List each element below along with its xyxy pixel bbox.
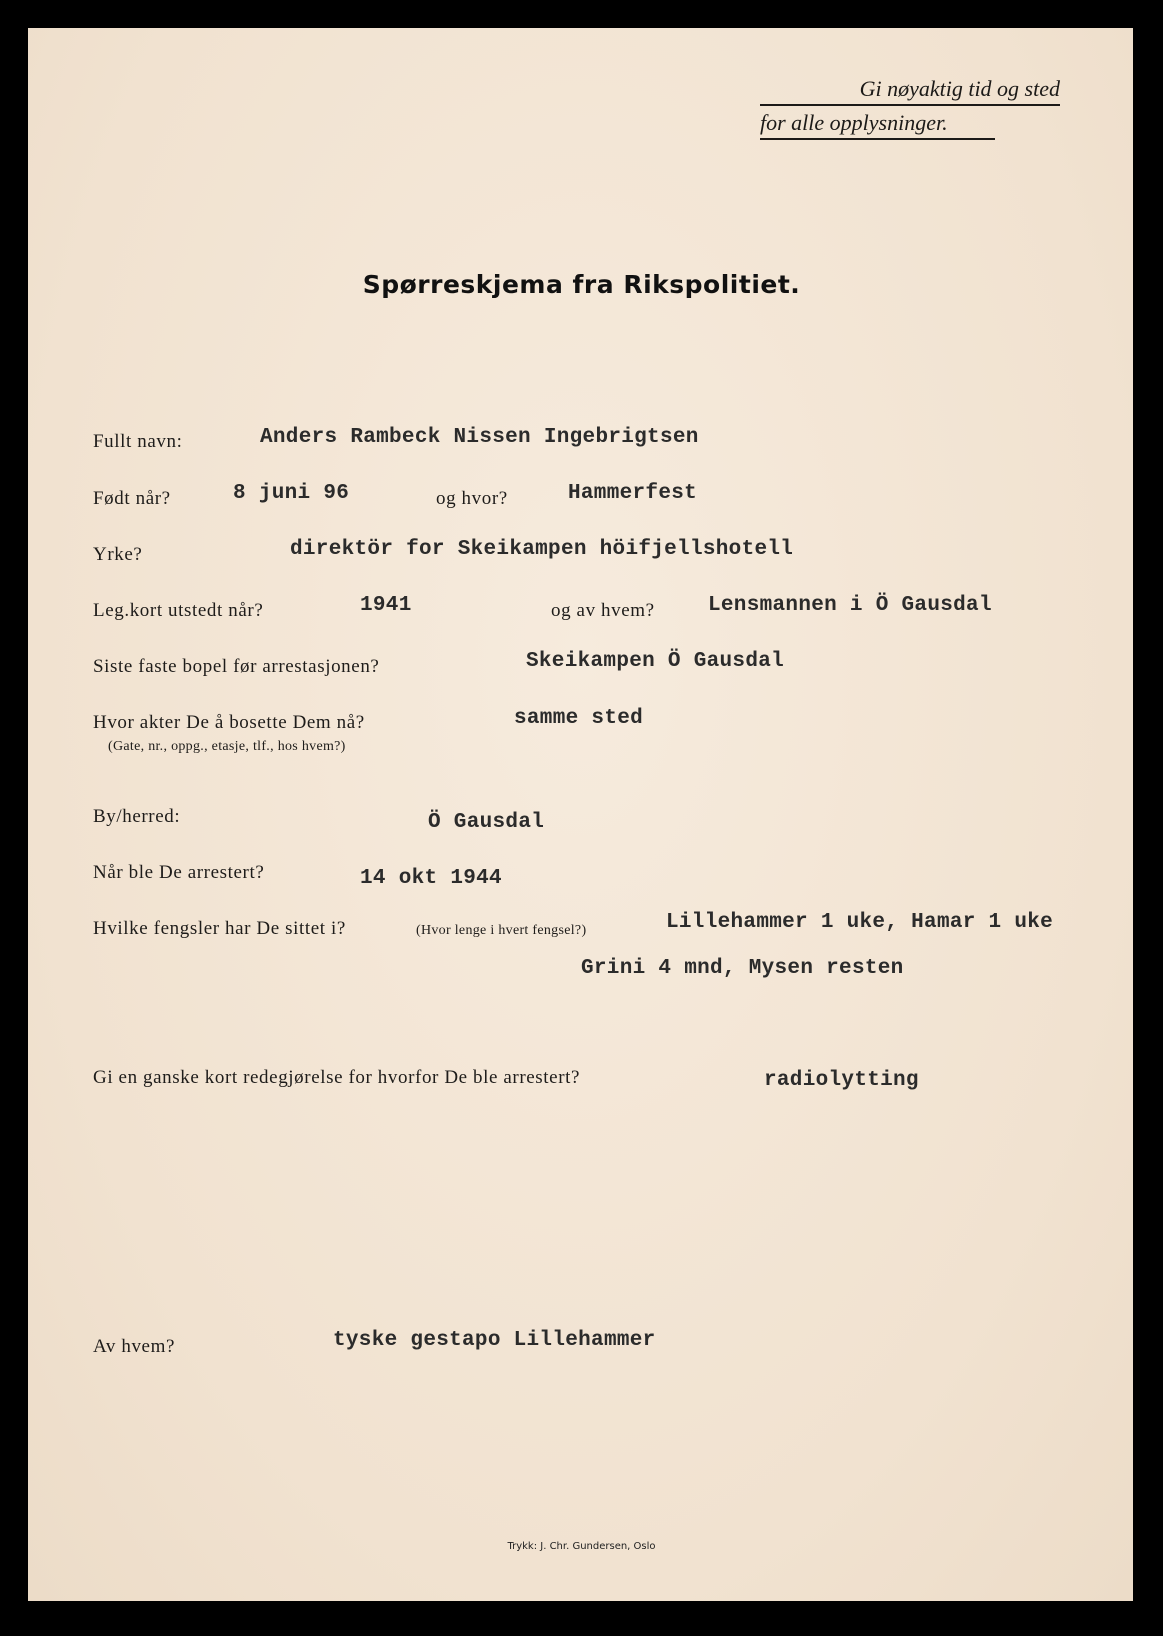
- reason-value: radiolytting: [764, 1069, 919, 1092]
- prisons-value-line-2: Grini 4 mnd, Mysen resten: [581, 957, 904, 980]
- prisons-value-line-1: Lillehammer 1 uke, Hamar 1 uke: [666, 911, 1054, 934]
- born-when-label: Født når?: [93, 488, 171, 509]
- full-name-value: Anders Rambeck Nissen Ingebrigtsen: [260, 426, 699, 449]
- id-card-when-value: 1941: [360, 594, 412, 617]
- printer-footer: Trykk: J. Chr. Gundersen, Oslo: [507, 1541, 656, 1552]
- born-where-label: og hvor?: [436, 488, 508, 509]
- reason-label: Gi en ganske kort redegjørelse for hvorfor De ble arrestert?: [93, 1067, 581, 1088]
- last-residence-label: Siste faste bopel før arrestasjonen?: [93, 656, 380, 677]
- settle-now-value: samme sted: [514, 707, 644, 730]
- notice-line-2: for alle opplysninger.: [760, 110, 995, 140]
- arrested-when-value: 14 okt 1944: [360, 867, 502, 890]
- arrested-by-value: tyske gestapo Lillehammer: [333, 1329, 656, 1352]
- arrested-by-label: Av hvem?: [93, 1336, 176, 1357]
- occupation-value: direktör for Skeikampen höifjellshotell: [290, 538, 794, 561]
- settle-now-sublabel: (Gate, nr., oppg., etasje, tlf., hos hvem?): [108, 739, 346, 754]
- id-card-by-value: Lensmannen i Ö Gausdal: [708, 594, 992, 617]
- instruction-notice: [760, 76, 1060, 140]
- form-title: Spørreskjema fra Rikspolitiet.: [362, 270, 801, 299]
- born-when-value: 8 juni 96: [233, 482, 350, 505]
- settle-now-label: Hvor akter De å bosette Dem nå?: [93, 712, 365, 733]
- id-card-by-label: og av hvem?: [551, 600, 655, 621]
- form-paper: [28, 28, 1133, 1601]
- born-where-value: Hammerfest: [568, 482, 698, 505]
- arrested-when-label: Når ble De arrestert?: [93, 862, 265, 883]
- last-residence-value: Skeikampen Ö Gausdal: [526, 650, 785, 673]
- occupation-label: Yrke?: [93, 544, 143, 565]
- municipality-label: By/herred:: [93, 806, 181, 827]
- notice-line-1: Gi nøyaktig tid og sted: [760, 76, 1060, 106]
- prisons-label: Hvilke fengsler har De sittet i?: [93, 918, 346, 939]
- municipality-value: Ö Gausdal: [428, 811, 545, 834]
- id-card-when-label: Leg.kort utstedt når?: [93, 600, 264, 621]
- full-name-label: Fullt navn:: [93, 431, 183, 452]
- prisons-sublabel: (Hvor lenge i hvert fengsel?): [416, 923, 587, 938]
